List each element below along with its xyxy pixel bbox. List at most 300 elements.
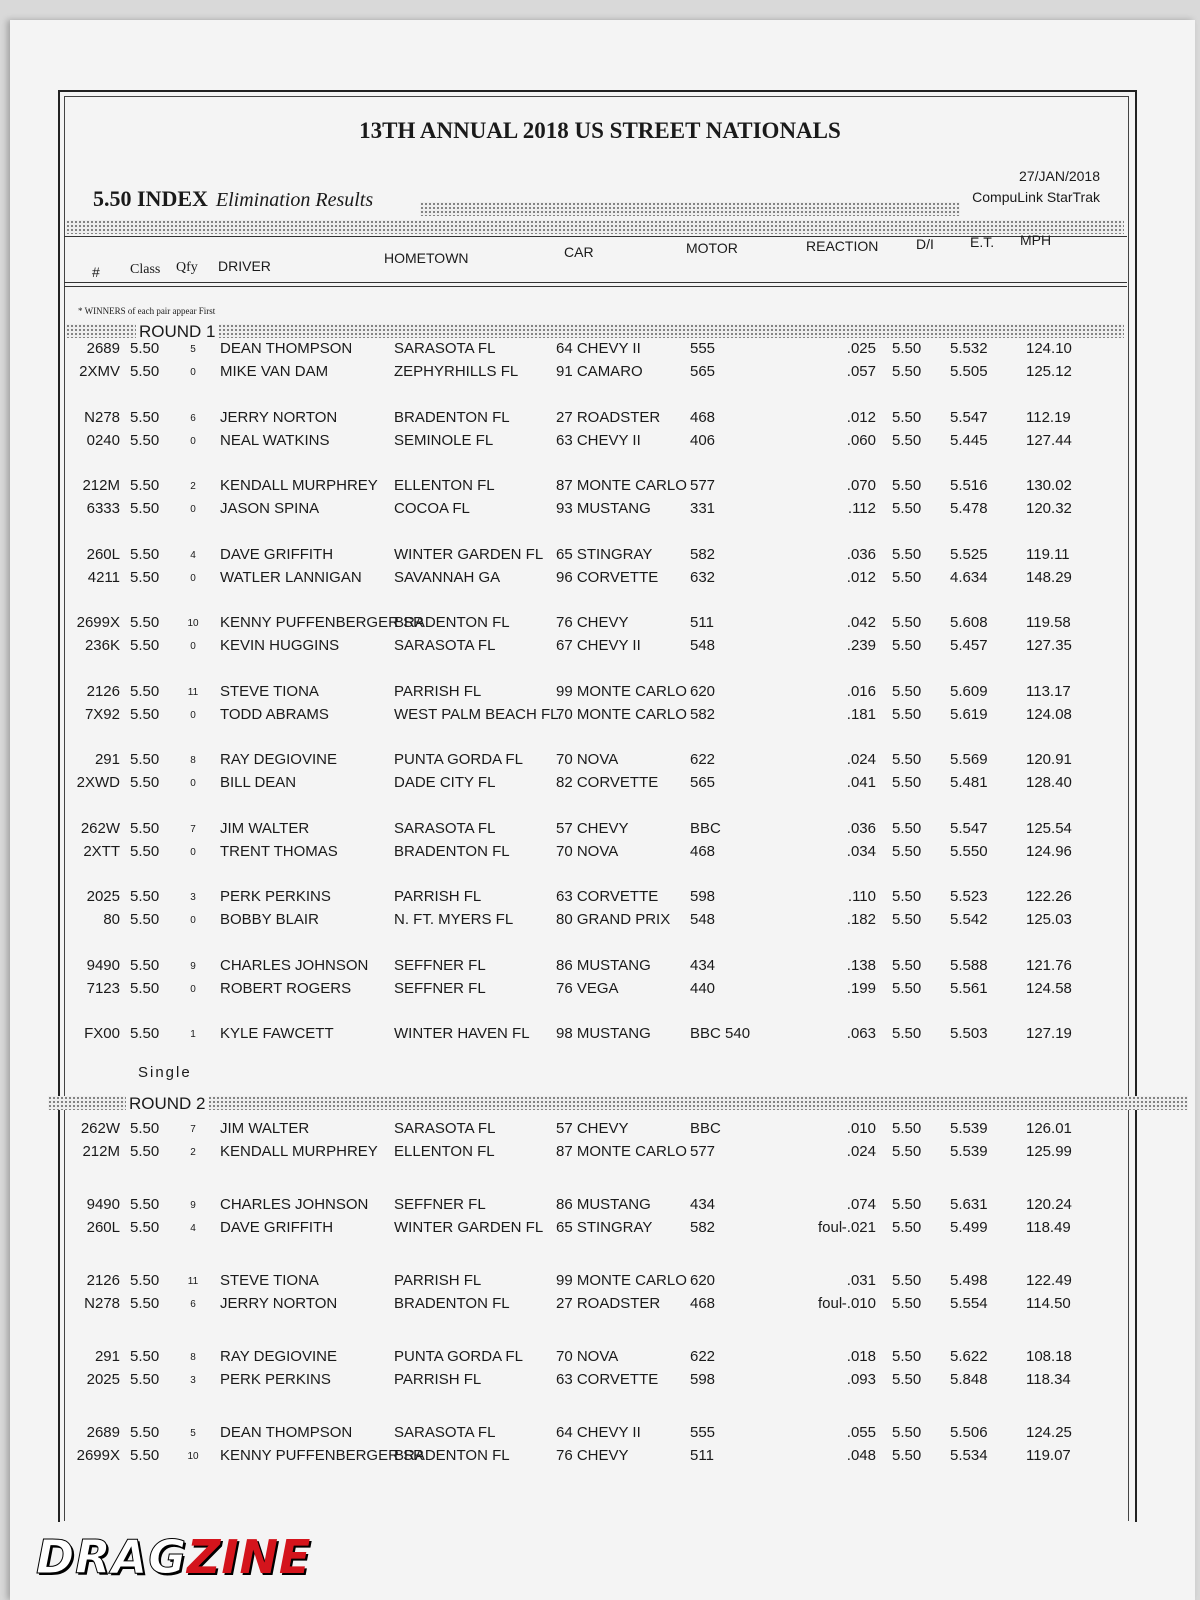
speed-mph: 122.26 [1026,888,1072,905]
elapsed-time: 5.848 [950,1371,988,1388]
table-row [0,980,1200,1002]
car-number: FX00 [84,1025,120,1042]
table-row [0,774,1200,796]
car-model: 99 MONTE CARLO [556,1272,687,1289]
hometown: PUNTA GORDA FL [394,1348,523,1365]
col-driver: DRIVER [218,258,271,274]
qualify-position: 9 [190,1200,196,1211]
car-model: 63 CORVETTE [556,888,659,905]
elapsed-time: 5.481 [950,774,988,791]
motor: 406 [690,431,716,449]
class-value: 5.50 [130,682,160,700]
elapsed-time: 5.547 [950,819,988,837]
driver-name: KENNY PUFFENBERGER SR [220,614,424,631]
speed-mph: 108.18 [1026,1348,1072,1365]
speed-mph: 124.10 [1026,340,1072,357]
speed-mph: 114.50 [1026,1295,1071,1312]
class-value: 5.50 [130,956,160,974]
hometown: SEMINOLE FL [394,431,494,449]
qualify-position: 8 [190,1352,196,1363]
hometown: N. FT. MYERS FL [394,911,514,928]
dial-in: 5.50 [892,774,922,791]
car-model: 98 MUSTANG [556,1025,651,1042]
car-number: 2689 [86,1424,120,1441]
subtitle-dot-band [420,202,960,216]
class-value: 5.50 [130,614,160,631]
logo-zine: ZINE [186,1530,312,1584]
class-value: 5.50 [130,842,160,860]
car-number: 236K [84,637,120,654]
car-model: 70 NOVA [556,1348,619,1365]
table-row [0,888,1200,910]
dial-in: 5.50 [892,545,922,563]
driver-name: NEAL WATKINS [220,431,330,449]
qualify-position: 2 [190,1147,196,1158]
table-row [0,1120,1200,1142]
car-model: 70 MONTE CARLO [556,705,687,723]
car-number: 212M [82,477,120,494]
hometown: WINTER HAVEN FL [394,1025,530,1042]
qualify-position: 0 [190,435,196,447]
col-motor: MOTOR [686,240,738,256]
col-reaction: REACTION [806,238,879,254]
hometown: BRADENTON FL [394,1295,510,1312]
car-model: 80 GRAND PRIX [556,911,671,928]
table-row [0,1348,1200,1370]
car-number: 2689 [86,340,120,357]
driver-name: JERRY NORTON [220,1295,338,1312]
logo-drag: DRAG [36,1530,187,1584]
elapsed-time: 5.534 [950,1447,988,1464]
winners-note: * WINNERS of each pair appear First [78,306,216,316]
car-model: 86 MUSTANG [556,1196,651,1213]
car-number: 2025 [86,888,120,905]
car-number: 7X92 [84,705,120,723]
class-value: 5.50 [130,1424,160,1441]
car-number: 2025 [86,1371,120,1388]
dial-in: 5.50 [892,1219,922,1236]
table-row [0,1295,1200,1317]
reaction-time: .093 [846,1371,876,1388]
car-number: 291 [94,1348,120,1365]
table-row [0,614,1200,636]
dial-in: 5.50 [892,705,922,723]
motor: 468 [690,1295,716,1312]
car-number: 2XWD [76,774,120,791]
table-row [0,843,1200,865]
speed-mph: 127.35 [1026,637,1072,654]
speed-mph: 112.19 [1026,408,1071,426]
table-row [0,500,1200,522]
motor: 555 [690,1424,716,1441]
elapsed-time: 5.505 [950,363,988,380]
car-number: 2126 [86,1272,120,1289]
motor: 434 [690,1196,716,1213]
elapsed-time: 5.539 [950,1120,988,1137]
reaction-time: .199 [846,979,876,997]
round-2-dot-band [48,1096,1188,1110]
dial-in: 5.50 [892,888,922,905]
dial-in: 5.50 [892,431,922,449]
driver-name: TODD ABRAMS [220,705,329,723]
qualify-position: 4 [190,549,196,561]
car-model: 27 ROADSTER [556,1295,661,1312]
motor: 468 [690,842,716,860]
dial-in: 5.50 [892,1025,922,1042]
reaction-time: .012 [846,568,876,586]
qualify-position: 11 [187,1276,199,1287]
table-row [0,751,1200,773]
car-number: 2699X [76,1447,120,1464]
table-row [0,1143,1200,1165]
dial-in: 5.50 [892,1196,922,1213]
elapsed-time: 5.506 [950,1424,988,1441]
driver-name: KYLE FAWCETT [220,1025,334,1042]
table-row [0,637,1200,659]
hometown: PARRISH FL [394,1272,482,1289]
class-value: 5.50 [130,431,160,449]
car-number: 4211 [87,568,120,586]
class-value: 5.50 [130,545,160,563]
car-model: 86 MUSTANG [556,956,651,974]
speed-mph: 124.25 [1026,1424,1072,1441]
qualify-position: 9 [190,960,196,972]
round-1-dot-band [66,324,1124,338]
hometown: PARRISH FL [394,682,482,700]
car-number: N278 [84,1295,120,1312]
car-number: 260L [86,1219,120,1236]
class-value: 5.50 [130,1196,160,1213]
dial-in: 5.50 [892,477,922,494]
reaction-time: .016 [846,682,876,700]
header-rule-double [64,286,1127,287]
speed-mph: 124.08 [1026,705,1072,723]
class-value: 5.50 [130,1120,160,1137]
motor: 331 [690,500,716,517]
speed-mph: 119.58 [1026,614,1071,631]
speed-mph: 128.40 [1026,774,1072,791]
event-date: 27/JAN/2018 [1019,168,1100,184]
speed-mph: 125.03 [1026,911,1072,928]
car-number: 291 [94,751,120,768]
class-heading [93,186,373,212]
class-value: 5.50 [130,979,160,997]
single-run-label: Single [138,1064,192,1081]
class-value: 5.50 [130,340,160,357]
hometown: SEFFNER FL [394,1196,486,1213]
dial-in: 5.50 [892,682,922,700]
table-row [0,569,1200,591]
hometown: ELLENTON FL [394,1143,495,1160]
driver-name: DAVE GRIFFITH [220,545,334,563]
table-row [0,957,1200,979]
qualify-position: 7 [190,1124,196,1135]
motor: 511 [690,1447,714,1464]
elapsed-time: 5.588 [950,956,988,974]
elapsed-time: 4.634 [950,568,988,586]
motor: 577 [690,1143,716,1160]
hometown: PUNTA GORDA FL [394,751,523,768]
car-model: 87 MONTE CARLO [556,1143,687,1160]
qualify-position: 5 [190,1428,196,1439]
car-number: 9490 [86,956,120,974]
hometown: WINTER GARDEN FL [394,1219,544,1236]
car-model: 87 MONTE CARLO [556,477,687,494]
reaction-time: .024 [846,751,876,768]
class-value: 5.50 [130,1025,160,1042]
qualify-position: 0 [190,572,196,584]
driver-name: JASON SPINA [220,500,320,517]
qualify-position: 10 [187,1451,199,1462]
motor: 434 [690,956,716,974]
col-num: # [92,264,100,280]
dial-in: 5.50 [892,842,922,860]
class-value: 5.50 [130,568,160,586]
speed-mph: 125.99 [1026,1143,1072,1160]
speed-mph: 130.02 [1026,477,1072,494]
elapsed-time: 5.569 [950,751,988,768]
reaction-time: -.010 [841,1295,876,1312]
reaction-time: .048 [846,1447,876,1464]
qualify-position: 3 [190,1375,196,1386]
driver-name: KEVIN HUGGINS [220,637,340,654]
hometown: BRADENTON FL [394,408,510,426]
driver-name: PERK PERKINS [220,1371,331,1388]
dial-in: 5.50 [892,751,922,768]
reaction-time: .041 [846,774,876,791]
elapsed-time: 5.550 [950,842,988,860]
motor: 577 [690,477,716,494]
dial-in: 5.50 [892,979,922,997]
speed-mph: 119.07 [1026,1447,1071,1464]
reaction-time: .110 [847,888,876,905]
elapsed-time: 5.445 [950,431,988,449]
car-model: 91 CAMARO [556,363,643,380]
foul-flag: foul [818,1295,843,1312]
motor: 620 [690,682,716,700]
motor: 632 [690,568,716,586]
reaction-time: .036 [846,819,876,837]
dial-in: 5.50 [892,1295,922,1312]
elapsed-time: 5.457 [950,637,988,654]
car-number: 2699X [76,614,120,631]
car-model: 93 MUSTANG [556,500,651,517]
qualify-position: 8 [190,755,196,766]
reaction-time: .018 [846,1348,876,1365]
column-headers [0,232,1200,280]
table-row [0,1424,1200,1446]
driver-name: DEAN THOMPSON [220,340,353,357]
car-model: 63 CORVETTE [556,1371,659,1388]
speed-mph: 124.58 [1026,979,1072,997]
driver-name: DAVE GRIFFITH [220,1219,334,1236]
table-row [0,911,1200,933]
motor: 468 [690,408,716,426]
motor: 622 [690,751,716,768]
car-number: 2126 [86,682,120,700]
motor: BBC [690,819,721,837]
reaction-time: .012 [846,408,876,426]
reaction-time: -.021 [841,1219,876,1236]
foul-flag: foul [818,1219,843,1236]
reaction-time: .042 [846,614,876,631]
car-model: 70 NOVA [556,751,619,768]
motor: 582 [690,705,716,723]
col-mph: MPH [1020,232,1052,248]
dial-in: 5.50 [892,1272,922,1289]
reaction-time: .239 [846,637,876,654]
hometown: COCOA FL [394,500,470,517]
driver-name: KENDALL MURPHREY [220,1143,378,1160]
class-name: 5.50 INDEX [93,186,208,211]
date-block [972,166,1100,208]
reaction-time: .138 [846,956,876,974]
reaction-time: .055 [846,1424,876,1441]
driver-name: RAY DEGIOVINE [220,1348,337,1365]
car-number: 9490 [86,1196,120,1213]
elapsed-time: 5.619 [950,705,988,723]
driver-name: STEVE TIONA [220,682,319,700]
hometown: SARASOTA FL [394,1120,496,1137]
hometown: ELLENTON FL [394,477,495,494]
class-value: 5.50 [130,751,160,768]
header-rule-top [64,236,1127,237]
elapsed-time: 5.478 [950,500,988,517]
dial-in: 5.50 [892,408,922,426]
speed-mph: 120.91 [1026,751,1072,768]
results-subtitle: Elimination Results [215,189,374,211]
dial-in: 5.50 [892,363,922,380]
table-row [0,1371,1200,1393]
car-model: 65 STINGRAY [556,1219,653,1236]
hometown: SAVANNAH GA [394,568,501,586]
car-number: 2XMV [79,363,120,380]
qualify-position: 6 [190,1299,196,1310]
elapsed-time: 5.622 [950,1348,988,1365]
qualify-position: 0 [190,367,196,378]
dial-in: 5.50 [892,1348,922,1365]
motor: 565 [690,363,716,380]
class-value: 5.50 [130,637,160,654]
car-model: 63 CHEVY II [556,431,641,449]
elapsed-time: 5.609 [950,682,988,700]
qualify-position: 0 [190,504,196,515]
table-row [0,1272,1200,1294]
speed-mph: 122.49 [1026,1272,1072,1289]
hometown: SARASOTA FL [394,637,496,654]
dial-in: 5.50 [892,568,922,586]
driver-name: WATLER LANNIGAN [220,568,362,586]
car-model: 96 CORVETTE [556,568,659,586]
car-number: 260L [86,545,120,563]
dial-in: 5.50 [892,1143,922,1160]
class-value: 5.50 [130,363,160,380]
hometown: SARASOTA FL [394,819,496,837]
qualify-position: 3 [190,892,196,903]
motor: 565 [690,774,716,791]
car-model: 76 CHEVY [556,1447,629,1464]
class-value: 5.50 [130,819,160,837]
motor: 548 [690,911,716,928]
driver-name: RAY DEGIOVINE [220,751,337,768]
table-row [0,477,1200,499]
elapsed-time: 5.547 [950,408,988,426]
reaction-time: .070 [846,477,876,494]
motor: 598 [690,1371,716,1388]
dial-in: 5.50 [892,819,922,837]
hometown: DADE CITY FL [394,774,496,791]
table-row [0,1025,1200,1047]
car-model: 99 MONTE CARLO [556,682,687,700]
driver-name: BILL DEAN [220,774,297,791]
dial-in: 5.50 [892,1120,922,1137]
qualify-position: 0 [190,983,196,995]
class-value: 5.50 [130,1348,160,1365]
hometown: PARRISH FL [394,888,482,905]
qualify-position: 4 [190,1223,196,1234]
reaction-time: .063 [846,1025,876,1042]
reaction-time: .112 [847,500,876,517]
col-car: CAR [564,244,594,260]
driver-name: TRENT THOMAS [220,842,338,860]
hometown: BRADENTON FL [394,842,510,860]
speed-mph: 118.34 [1026,1371,1071,1388]
motor: 582 [690,1219,716,1236]
speed-mph: 121.76 [1026,956,1072,974]
header-rule-bottom [64,282,1127,283]
elapsed-time: 5.542 [950,911,988,928]
car-model: 27 ROADSTER [556,408,661,426]
driver-name: ROBERT ROGERS [220,979,352,997]
car-number: 2XTT [83,842,120,860]
motor: 620 [690,1272,716,1289]
hometown: PARRISH FL [394,1371,482,1388]
dial-in: 5.50 [892,1371,922,1388]
qualify-position: 0 [190,778,196,789]
car-model: 67 CHEVY II [556,637,641,654]
round-2-label: ROUND 2 [126,1094,209,1114]
dial-in: 5.50 [892,1447,922,1464]
driver-name: KENDALL MURPHREY [220,477,378,494]
car-number: 7123 [86,979,120,997]
dial-in: 5.50 [892,340,922,357]
speed-mph: 120.32 [1026,500,1072,517]
elapsed-time: 5.561 [950,979,988,997]
header-dot-band [66,220,1124,234]
qualify-position: 0 [190,915,196,926]
car-model: 57 CHEVY [556,1120,629,1137]
table-row [0,1196,1200,1218]
hometown: BRADENTON FL [394,1447,510,1464]
car-model: 64 CHEVY II [556,340,641,357]
car-model: 57 CHEVY [556,819,629,837]
qualify-position: 10 [187,618,199,629]
motor: 555 [690,340,716,357]
speed-mph: 125.12 [1026,363,1072,380]
car-number: N278 [84,408,120,426]
speed-mph: 127.44 [1026,431,1072,449]
speed-mph: 120.24 [1026,1196,1072,1213]
elapsed-time: 5.532 [950,340,988,357]
reaction-time: .057 [846,363,876,380]
motor: 598 [690,888,716,905]
hometown: SARASOTA FL [394,1424,496,1441]
qualify-position: 0 [190,709,196,721]
hometown: SEFFNER FL [394,979,486,997]
hometown: SEFFNER FL [394,956,486,974]
motor: BBC 540 [690,1025,751,1042]
qualify-position: 7 [190,823,196,835]
